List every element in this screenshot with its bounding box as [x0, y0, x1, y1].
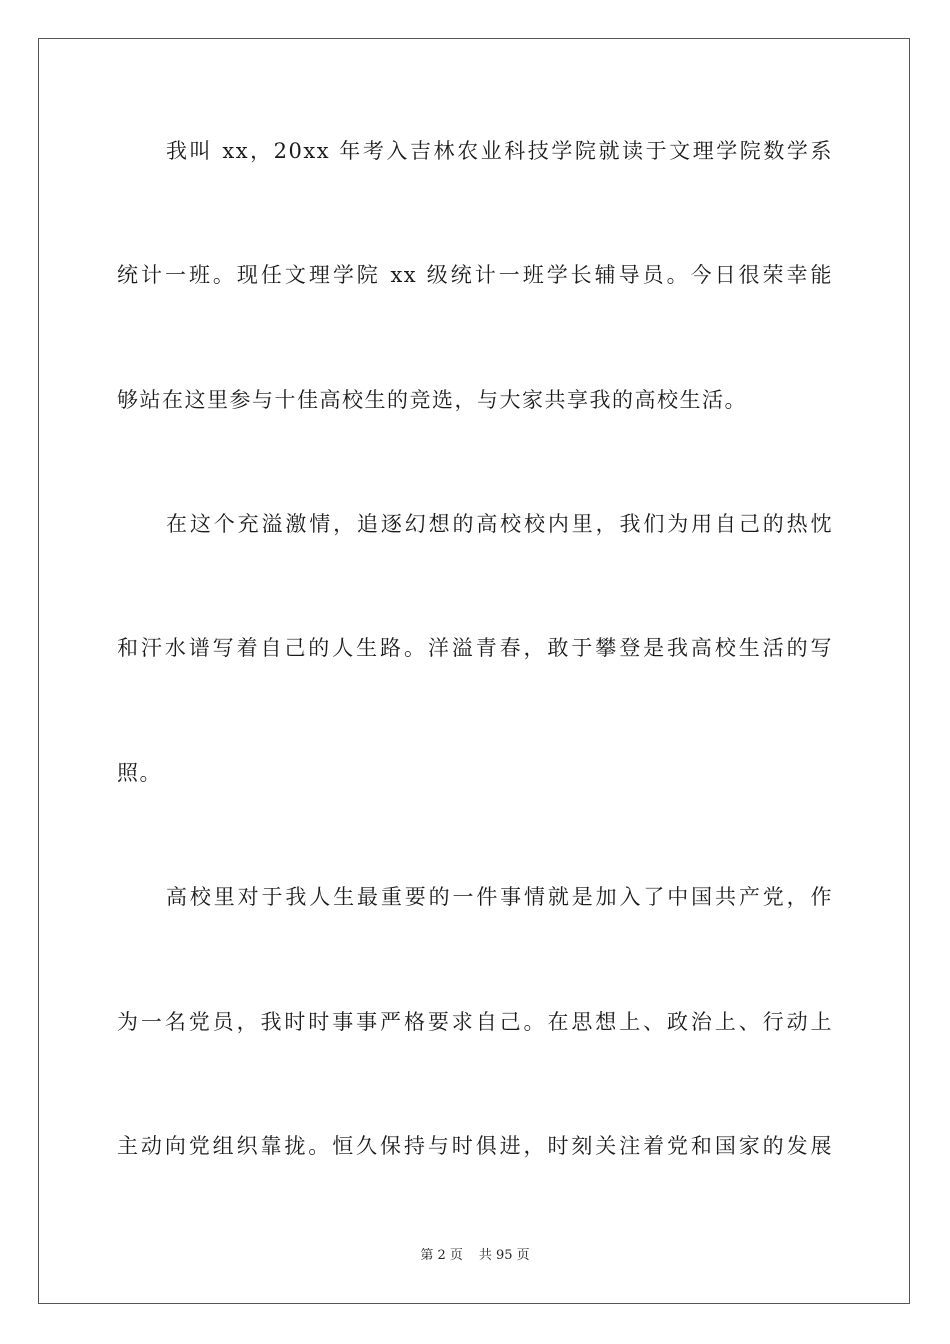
- paragraph-3-line-1: 高校里对于我人生最重要的一件事情就是加入了中国共产党，作: [166, 885, 833, 909]
- page-number: 第 2 页: [420, 1248, 463, 1263]
- paragraph-3-line-2: 为一名党员，我时时事事严格要求自己。在思想上、政治上、行动上: [117, 1010, 833, 1034]
- paragraph-1-line-2: 统计一班。现任文理学院 xx 级统计一班学长辅导员。今日很荣幸能: [117, 263, 833, 287]
- paragraph-2-line-1: 在这个充溢激情，追逐幻想的高校校内里，我们为用自己的热忱: [166, 512, 833, 536]
- paragraph-2-line-3: 照。: [117, 761, 162, 785]
- paragraph-1-line-3: 够站在这里参与十佳高校生的竞选，与大家共享我的高校生活。: [117, 388, 747, 412]
- paragraph-3-line-3: 主动向党组织靠拢。恒久保持与时俱进，时刻关注着党和国家的发展: [117, 1134, 833, 1158]
- paragraph-2-line-2: 和汗水谱写着自己的人生路。洋溢青春，敢于攀登是我高校生活的写: [117, 636, 833, 660]
- page-border: [38, 38, 910, 1304]
- page-footer: [0, 1247, 950, 1265]
- page-total: 共 95 页: [478, 1248, 530, 1263]
- paragraph-1-line-1: 我叫 xx，20xx 年考入吉林农业科技学院就读于文理学院数学系: [166, 139, 833, 163]
